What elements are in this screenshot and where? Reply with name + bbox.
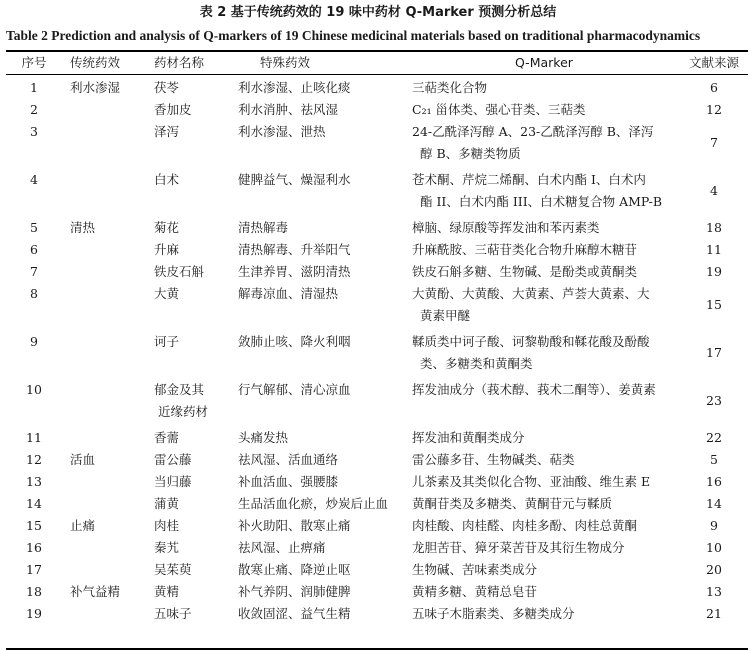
row-qmarker: 酯 II、白术内酯 III、白术糖复合物 AMP-B bbox=[420, 194, 663, 209]
row-reference: 18 bbox=[706, 220, 722, 235]
row-qmarker: 樟脑、绿原酸等挥发油和苯丙素类 bbox=[412, 220, 600, 235]
row-special-effect: 行气解郁、清心凉血 bbox=[238, 382, 351, 397]
row-material-name: 黄精 bbox=[154, 584, 180, 599]
row-qmarker: C₂₁ 甾体类、强心苷类、三萜类 bbox=[412, 102, 586, 117]
header-ref: 文献来源 bbox=[688, 55, 739, 70]
row-special-effect: 祛风湿、活血通络 bbox=[238, 452, 339, 467]
row-category: 利水渗湿 bbox=[70, 80, 121, 95]
row-number: 1 bbox=[30, 80, 38, 95]
row-special-effect: 利水消肿、祛风湿 bbox=[238, 102, 339, 117]
row-qmarker: 龙胆苦苷、獐牙菜苦苷及其衍生物成分 bbox=[412, 540, 625, 555]
row-special-effect: 健脾益气、燥湿利水 bbox=[238, 172, 351, 187]
row-material-name: 蒲黄 bbox=[154, 496, 180, 511]
row-special-effect: 清热解毒 bbox=[238, 220, 289, 235]
row-qmarker: 黄酮苷类及多糖类、黄酮苷元与鞣质 bbox=[412, 496, 613, 511]
row-reference: 14 bbox=[706, 496, 722, 511]
row-material-name: 白术 bbox=[154, 172, 180, 187]
bottom-rule bbox=[6, 648, 748, 650]
row-special-effect: 生品活血化瘀，炒炭后止血 bbox=[238, 496, 389, 511]
row-number: 15 bbox=[26, 518, 42, 533]
row-material-name: 近缘药材 bbox=[158, 404, 209, 419]
row-number: 13 bbox=[26, 474, 42, 489]
row-reference: 16 bbox=[706, 474, 722, 489]
row-number: 2 bbox=[30, 102, 38, 117]
row-special-effect: 补血活血、强腰膝 bbox=[238, 474, 339, 489]
row-reference: 12 bbox=[706, 102, 722, 117]
row-qmarker: 苍术酮、芹烷二烯酮、白术内酯 I、白术内 bbox=[412, 172, 646, 187]
row-material-name: 诃子 bbox=[154, 334, 180, 349]
header-effect: 特殊药效 bbox=[260, 55, 311, 70]
row-reference: 23 bbox=[706, 393, 722, 408]
row-special-effect: 祛风湿、止痹痛 bbox=[238, 540, 326, 555]
row-reference: 11 bbox=[706, 242, 722, 257]
row-qmarker: 三萜类化合物 bbox=[412, 80, 488, 95]
row-material-name: 秦艽 bbox=[154, 540, 180, 555]
row-special-effect: 利水渗湿、泄热 bbox=[238, 124, 326, 139]
table-title-cn: 表 2 基于传统药效的 19 味中药材 Q-Marker 预测分析总结 bbox=[199, 5, 557, 20]
row-reference: 5 bbox=[710, 452, 718, 467]
row-special-effect: 生津养胃、滋阴清热 bbox=[238, 264, 351, 279]
header-name: 药材名称 bbox=[154, 55, 205, 70]
row-reference: 17 bbox=[706, 345, 722, 360]
row-material-name: 铁皮石斛 bbox=[154, 264, 205, 279]
row-qmarker: 生物碱、苦味素类成分 bbox=[412, 562, 538, 577]
row-material-name: 当归藤 bbox=[154, 474, 192, 489]
row-special-effect: 补气养阴、润肺健脾 bbox=[238, 584, 351, 599]
row-number: 7 bbox=[30, 264, 38, 279]
row-reference: 20 bbox=[706, 562, 722, 577]
row-special-effect: 利水渗湿、止咳化痰 bbox=[238, 80, 351, 95]
row-reference: 13 bbox=[706, 584, 722, 599]
row-material-name: 升麻 bbox=[154, 242, 180, 257]
row-material-name: 吴茱萸 bbox=[154, 562, 192, 577]
row-qmarker: 儿茶素及其类似化合物、亚油酸、维生素 E bbox=[412, 474, 651, 489]
row-reference: 4 bbox=[710, 183, 718, 198]
row-material-name: 雷公藤 bbox=[154, 452, 192, 467]
header-qmarker: Q-Marker bbox=[515, 55, 573, 70]
row-number: 12 bbox=[26, 452, 42, 467]
row-number: 5 bbox=[30, 220, 38, 235]
row-number: 3 bbox=[30, 124, 38, 139]
row-qmarker: 雷公藤多苷、生物碱类、萜类 bbox=[412, 452, 575, 467]
row-material-name: 香薷 bbox=[154, 430, 180, 445]
row-number: 8 bbox=[30, 286, 38, 301]
row-category: 止痛 bbox=[70, 518, 96, 533]
row-reference: 6 bbox=[710, 80, 718, 95]
row-material-name: 茯苓 bbox=[154, 80, 180, 95]
row-reference: 19 bbox=[706, 264, 722, 279]
row-qmarker: 大黄酚、大黄酸、大黄素、芦荟大黄素、大 bbox=[412, 286, 650, 301]
row-material-name: 肉桂 bbox=[154, 518, 180, 533]
row-qmarker: 升麻酰胺、三萜苷类化合物升麻醇木糖苷 bbox=[412, 242, 638, 257]
row-reference: 9 bbox=[710, 518, 718, 533]
row-number: 18 bbox=[26, 584, 42, 599]
row-qmarker: 肉桂酸、肉桂醛、肉桂多酚、肉桂总黄酮 bbox=[412, 518, 638, 533]
row-reference: 7 bbox=[710, 135, 718, 150]
header-num: 序号 bbox=[21, 55, 47, 70]
row-category: 补气益精 bbox=[70, 584, 121, 599]
row-reference: 21 bbox=[706, 606, 722, 621]
row-qmarker: 鞣质类中诃子酸、诃黎勒酸和鞣花酸及酚酸 bbox=[412, 334, 650, 349]
header-category: 传统药效 bbox=[70, 55, 121, 70]
row-number: 17 bbox=[26, 562, 42, 577]
row-qmarker: 类、多糖类和黄酮类 bbox=[420, 356, 533, 371]
row-qmarker: 五味子木脂素类、多糖类成分 bbox=[412, 606, 575, 621]
row-qmarker: 铁皮石斛多糖、生物碱、是酚类或黄酮类 bbox=[412, 264, 638, 279]
row-material-name: 泽泻 bbox=[154, 124, 180, 139]
row-reference: 15 bbox=[706, 297, 722, 312]
row-special-effect: 补火助阳、散寒止痛 bbox=[238, 518, 351, 533]
row-special-effect: 解毒凉血、清湿热 bbox=[238, 286, 339, 301]
header-rule bbox=[6, 74, 748, 75]
table-title-en: Table 2 Prediction and analysis of Q-markers of 19 Chinese medicinal materials based on traditional pharmacodynamics bbox=[6, 28, 701, 43]
row-material-name: 五味子 bbox=[154, 606, 192, 621]
row-number: 6 bbox=[30, 242, 38, 257]
row-number: 16 bbox=[26, 540, 42, 555]
row-number: 11 bbox=[26, 430, 42, 445]
row-number: 10 bbox=[26, 382, 42, 397]
row-special-effect: 清热解毒、升举阳气 bbox=[238, 242, 351, 257]
row-qmarker: 醇 B、多糖类物质 bbox=[420, 146, 521, 161]
row-special-effect: 散寒止痛、降逆止呕 bbox=[238, 562, 351, 577]
row-number: 9 bbox=[30, 334, 38, 349]
row-number: 4 bbox=[30, 172, 38, 187]
row-reference: 22 bbox=[706, 430, 722, 445]
row-qmarker: 黄素甲醚 bbox=[420, 308, 471, 323]
row-reference: 10 bbox=[706, 540, 722, 555]
row-category: 清热 bbox=[70, 220, 96, 235]
row-number: 19 bbox=[26, 606, 42, 621]
row-number: 14 bbox=[26, 496, 42, 511]
row-qmarker: 黄精多糖、黄精总皂苷 bbox=[412, 584, 538, 599]
row-material-name: 大黄 bbox=[154, 286, 180, 301]
row-special-effect: 敛肺止咳、降火利咽 bbox=[238, 334, 351, 349]
row-material-name: 郁金及其 bbox=[154, 382, 205, 397]
row-category: 活血 bbox=[70, 452, 96, 467]
row-qmarker: 挥发油和黄酮类成分 bbox=[412, 430, 525, 445]
row-material-name: 菊花 bbox=[154, 220, 180, 235]
row-qmarker: 24-乙酰泽泻醇 A、23-乙酰泽泻醇 B、泽泻 bbox=[412, 124, 654, 139]
row-material-name: 香加皮 bbox=[154, 102, 192, 117]
row-special-effect: 头痛发热 bbox=[238, 430, 289, 445]
row-qmarker: 挥发油成分（莪术醇、莪术二酮等）、姜黄素 bbox=[412, 382, 656, 397]
row-special-effect: 收敛固涩、益气生精 bbox=[238, 606, 351, 621]
